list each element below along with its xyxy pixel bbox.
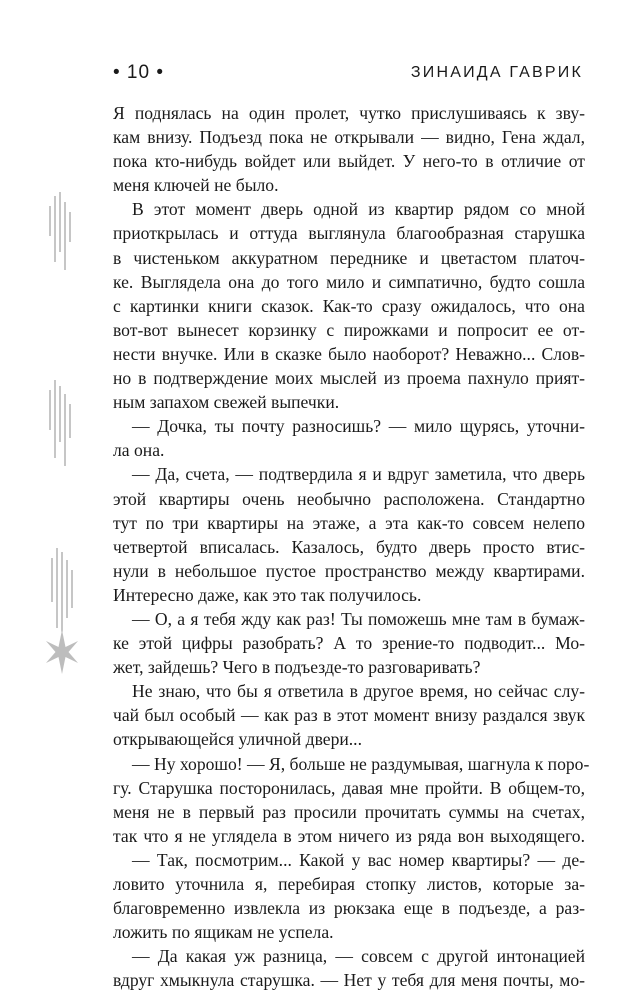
text-line: ловито уточнила я, перебирая стопку листов, которые за- bbox=[113, 874, 585, 894]
text-line: гу. Старушка посторонилась, давая мне пройти. В общем-то, bbox=[113, 777, 585, 798]
text-line: чай был особый — как раз в этот момент внизу раздался звук bbox=[113, 705, 585, 726]
text-line: — Да, счета, — подтвердила я и вдруг заметила, что дверь bbox=[132, 464, 585, 485]
text-line: ла она. bbox=[113, 440, 165, 461]
text-line: ложить по ящикам не успела. bbox=[113, 922, 334, 943]
text-line: Я поднялась на один пролет, чутко прислушиваясь к зву- bbox=[113, 103, 585, 123]
text-line: в чистеньком аккуратном переднике и цветастом платоч- bbox=[113, 247, 585, 268]
text-line: меня ключей не было. bbox=[113, 175, 279, 196]
text-line: — О, а я тебя жду как раз! Ты поможешь мне там в бумаж- bbox=[132, 608, 585, 629]
page-body-text bbox=[113, 101, 590, 992]
text-line: нести внучке. Или в сказке было наоборот? Неважно... Слов- bbox=[113, 343, 585, 364]
text-line: нули в небольшое пустое пространство между квартирами. bbox=[113, 560, 585, 581]
page-header bbox=[113, 58, 583, 88]
text-line: Не знаю, что бы я ответила в другое время, но сейчас слу- bbox=[132, 681, 585, 702]
text-line: — Так, посмотрим... Какой у вас номер квартиры? — де- bbox=[132, 849, 585, 870]
text-line: этой квартиры очень необычно расположена. Стандартно bbox=[113, 488, 585, 509]
text-line: Интересно даже, как это так получилось. bbox=[113, 584, 422, 605]
text-line: так что я не углядела в этом ничего из ряда вон выходящего. bbox=[113, 825, 585, 846]
text-line: открывающейся уличной двери... bbox=[113, 729, 362, 750]
text-line: жет, зайдешь? Чего в подъезде-то разговаривать? bbox=[113, 657, 481, 678]
text-line: приоткрылась и оттуда выглянула благообразная старушка bbox=[113, 223, 585, 244]
text-line: четвертой вписалась. Казалось, будто дверь просто втис- bbox=[113, 536, 585, 557]
text-line: кам внизу. Подъезд пока не открывали — видно, Гена ждал, bbox=[113, 127, 585, 148]
text-line: тут по три квартиры на этаже, а эта как-то совсем нелепо bbox=[113, 512, 585, 533]
text-line: ке. Выглядела она до того мило и симпатично, будто сошла bbox=[113, 271, 585, 292]
text-line: пока кто-нибудь войдет или выйдет. У него-то в отличие от bbox=[113, 151, 585, 172]
text-line: вот-вот вынесет корзинку с пирожками и попросит ее от- bbox=[113, 319, 585, 340]
text-line: ным запахом свежей выпечки. bbox=[113, 392, 340, 413]
text-line: но в подтверждение моих мыслей из проема пахнуло прият- bbox=[113, 368, 585, 389]
text-line: с картинки книги сказок. Как-то сразу ожидалось, что она bbox=[113, 295, 585, 316]
text-line: вдруг хмыкнула старушка. — Нет у тебя для меня почты, мо- bbox=[113, 970, 585, 991]
page-number: • 10 • bbox=[113, 62, 164, 83]
text-line: ке этой цифры разобрать? А то зрение-то подводит... Мо- bbox=[113, 633, 585, 654]
vertical-lines-icon bbox=[44, 380, 74, 470]
text-line: В этот момент дверь одной из квартир рядом со мной bbox=[132, 199, 585, 220]
text-line: — Да какая уж разница, — совсем с другой интонацией bbox=[132, 946, 585, 967]
text-line: благовременно извлекла из рюкзака еще в подъезде, а раз- bbox=[113, 898, 585, 919]
text-line: — Ну хорошо! — Я, больше не раздумывая, шагнула к поро- bbox=[132, 753, 590, 774]
running-head-author: ЗИНАИДА ГАВРИК bbox=[410, 64, 583, 81]
text-line: меня не в первый раз просили прочитать суммы на счетах, bbox=[113, 801, 585, 822]
vertical-lines-icon bbox=[44, 192, 74, 272]
text-line: — Дочка, ты почту разносишь? — мило щурясь, уточни- bbox=[132, 416, 585, 437]
vertical-lines-star-icon bbox=[44, 548, 80, 680]
